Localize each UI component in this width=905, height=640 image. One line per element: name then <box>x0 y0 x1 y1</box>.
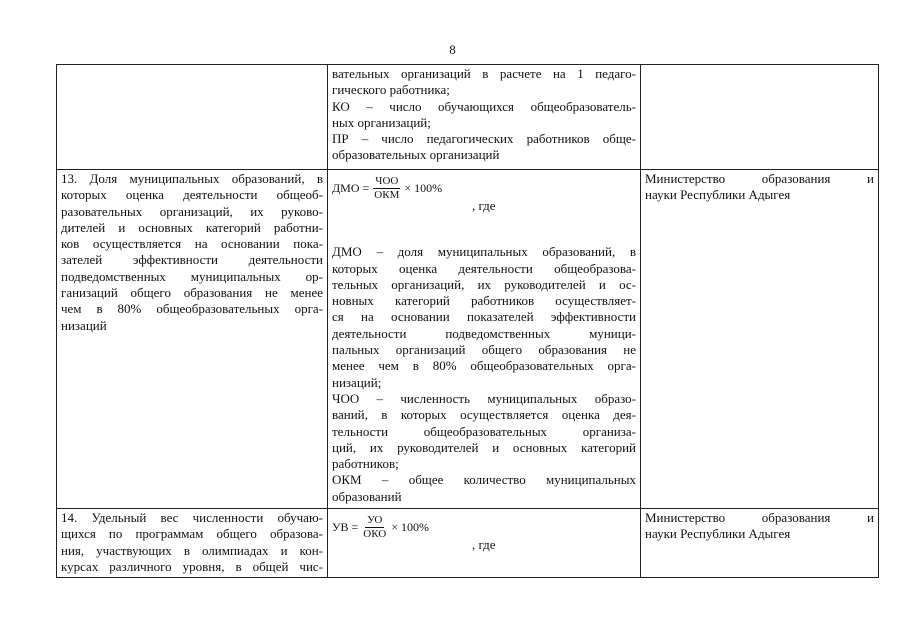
text-line: ОКМ – общее количество муниципальных <box>332 472 636 488</box>
text-line: низаций <box>61 317 107 333</box>
text-line: тельных организаций, их руководителей и ос- <box>332 276 636 292</box>
text-line: науки Республики Адыгея <box>645 187 791 203</box>
text-line: курсах различного уровня, в общей чис- <box>61 558 323 574</box>
formula-where: , где <box>472 198 496 213</box>
formula-numerator: ЧОО <box>375 174 399 187</box>
text-line: ков осуществляется на основании пока- <box>61 236 323 252</box>
responsible-cell <box>641 170 879 509</box>
text-line: 14. Удельный вес численности обучаю- <box>61 510 323 525</box>
indicator-cell <box>57 509 328 578</box>
text-line: образований <box>332 488 402 504</box>
responsible-cell <box>641 509 879 578</box>
text-line: ций, их руководителей и основных категорий <box>332 439 636 455</box>
text-line: вательных организаций в расчете на 1 педаго- <box>332 66 636 81</box>
responsible-cell <box>641 65 879 170</box>
text-line: КО – число обучающихся общеобразователь- <box>332 98 636 114</box>
text-line: образовательных организаций <box>332 147 500 163</box>
text-line: дителей и основных категорий работни- <box>61 219 323 235</box>
text-line: разовательных организаций, их руково- <box>61 203 323 219</box>
page-number: 8 <box>449 42 456 57</box>
text-line: ния, участвующих в олимпиадах и кон- <box>61 542 323 558</box>
text-line: деятельности подведомственных муници- <box>332 325 636 341</box>
text-line: ЧОО – численность муниципальных образо- <box>332 390 636 406</box>
text-line: тельности общеобразовательных организа- <box>332 423 636 439</box>
formula-multiplier: × 100% <box>404 180 443 195</box>
text-line: менее чем в 80% общеобразовательных орга- <box>332 358 636 374</box>
text-line: чем в 80% общеобразовательных орга- <box>61 301 323 317</box>
text-line: Министерство образования и <box>645 510 874 525</box>
formula-multiplier: × 100% <box>391 519 429 534</box>
text-line: ся на основании показателей эффективности <box>332 309 636 325</box>
formula-lhs: ДМО = <box>332 180 370 195</box>
text-line: которых оценка деятельности общеобразова- <box>332 260 636 276</box>
text-line: которых оценка деятельности общеоб- <box>61 187 323 203</box>
text-line: 13. Доля муниципальных образований, в <box>61 171 323 186</box>
text-line: Министерство образования и <box>645 171 874 186</box>
text-line: гического работника; <box>332 82 450 98</box>
formula-denominator: ОКО <box>363 527 387 540</box>
formula-lhs: УВ = <box>332 519 359 534</box>
calculation-cell <box>328 170 641 509</box>
indicator-cell <box>57 170 328 509</box>
text-line: науки Республики Адыгея <box>645 526 791 542</box>
indicator-cell <box>57 65 328 170</box>
text-line: ных организаций; <box>332 114 431 130</box>
text-line: низаций; <box>332 374 382 390</box>
text-line: щихся по программам общего образова- <box>61 526 323 542</box>
text-line: ПР – число педагогических работников обще- <box>332 131 636 147</box>
text-line: новных категорий работников осуществляет- <box>332 293 636 309</box>
table-row <box>57 509 879 578</box>
table-row <box>57 65 879 170</box>
formula-where: , где <box>472 537 496 552</box>
table-row <box>57 170 879 509</box>
text-line: ваний, в которых осуществляется оценка дея- <box>332 407 636 423</box>
text-line: работников; <box>332 456 399 472</box>
text-line: зателей эффективности деятельности <box>61 252 323 268</box>
text-line: подведомственных муниципальных ор- <box>61 268 323 284</box>
text-line: пальных организаций общего образования не <box>332 342 636 358</box>
text-line: ганизаций общего образования не менее <box>61 285 323 301</box>
formula-fraction <box>361 514 388 541</box>
formula-fraction <box>372 175 401 202</box>
formula-numerator: УО <box>367 513 383 526</box>
calculation-cell <box>328 509 641 578</box>
indicators-table <box>56 64 879 578</box>
text-line: ДМО – доля муниципальных образований, в <box>332 244 636 260</box>
formula-denominator: ОКМ <box>374 188 400 201</box>
calculation-cell <box>328 65 641 170</box>
